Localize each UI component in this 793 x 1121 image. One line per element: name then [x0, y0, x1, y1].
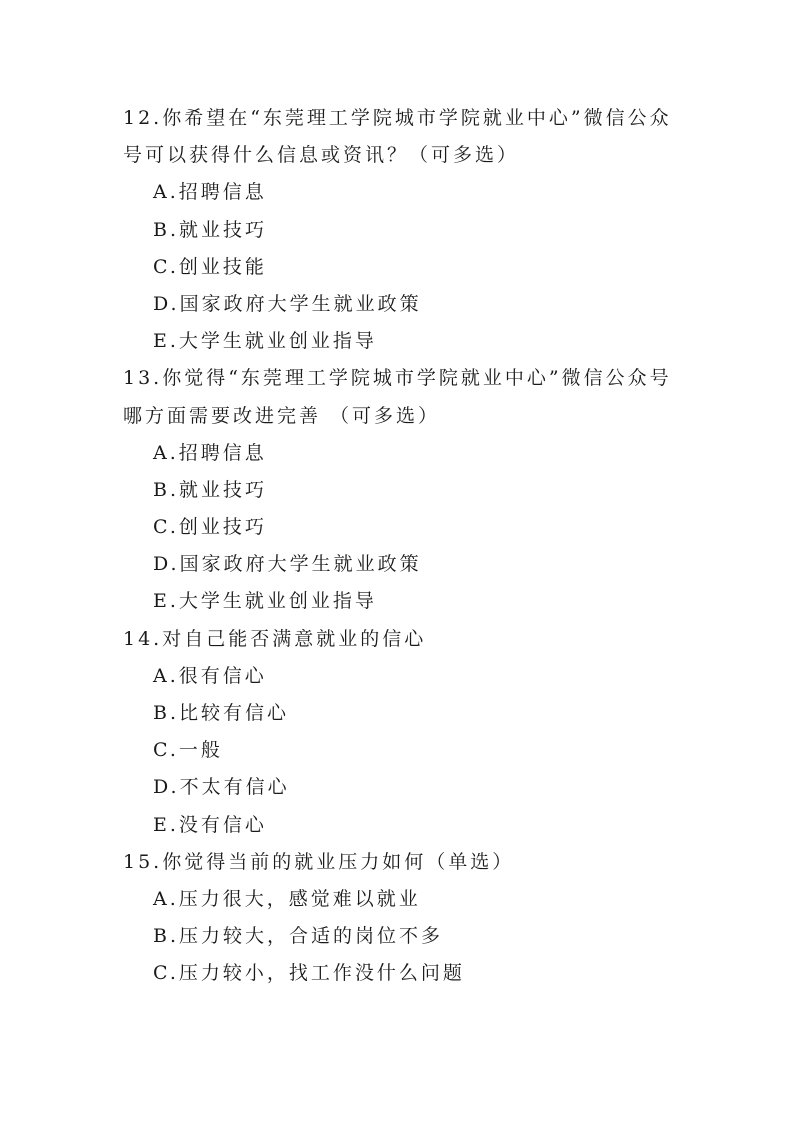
question-12-text-line-2: 号可以获得什么信息或资讯？（可多选） [123, 144, 520, 167]
question-13 [123, 360, 723, 620]
question-14-option-b: B.比较有信心 [153, 702, 290, 724]
question-12-option-e: E.大学生就业创业指导 [153, 330, 377, 353]
question-14-option-d: D.不太有信心 [153, 776, 290, 799]
question-14 [123, 621, 723, 844]
question-13-text-line-2: 哪方面需要改进完善 （可多选） [123, 404, 441, 427]
question-15 [123, 844, 723, 993]
question-13-option-c: C.创业技巧 [153, 516, 267, 539]
question-12-text-line-1: 12.你希望在“东莞理工学院城市学院就业中心”微信公众 [123, 107, 672, 129]
question-15-text-line-1: 15.你觉得当前的就业压力如何（单选） [123, 850, 515, 873]
question-12 [123, 100, 723, 360]
question-13-option-a: A.招聘信息 [153, 441, 267, 464]
questionnaire-content [123, 100, 723, 993]
question-13-option-b: B.就业技巧 [153, 478, 268, 501]
question-12-option-c: C.创业技能 [153, 255, 267, 278]
question-13-text-line-1: 13.你觉得“东莞理工学院城市学院就业中心”微信公众号 [123, 367, 672, 390]
question-14-option-a: A.很有信心 [153, 664, 267, 687]
question-14-option-c: C.一般 [153, 739, 223, 762]
question-14-option-e: E.没有信心 [153, 813, 267, 836]
question-12-option-a: A.招聘信息 [153, 181, 267, 204]
question-13-option-d: D.国家政府大学生就业政策 [153, 553, 422, 576]
question-12-option-d: D.国家政府大学生就业政策 [153, 292, 422, 315]
question-15-option-b: B.压力较大，合适的岗位不多 [153, 925, 444, 948]
question-15-option-a: A.压力很大，感觉难以就业 [153, 887, 421, 910]
question-14-text-line-1: 14.对自己能否满意就业的信心 [123, 627, 427, 650]
question-12-option-b: B.就业技巧 [153, 218, 268, 241]
question-13-option-e: E.大学生就业创业指导 [153, 590, 377, 613]
question-15-option-c: C.压力较小，找工作没什么问题 [153, 962, 465, 985]
